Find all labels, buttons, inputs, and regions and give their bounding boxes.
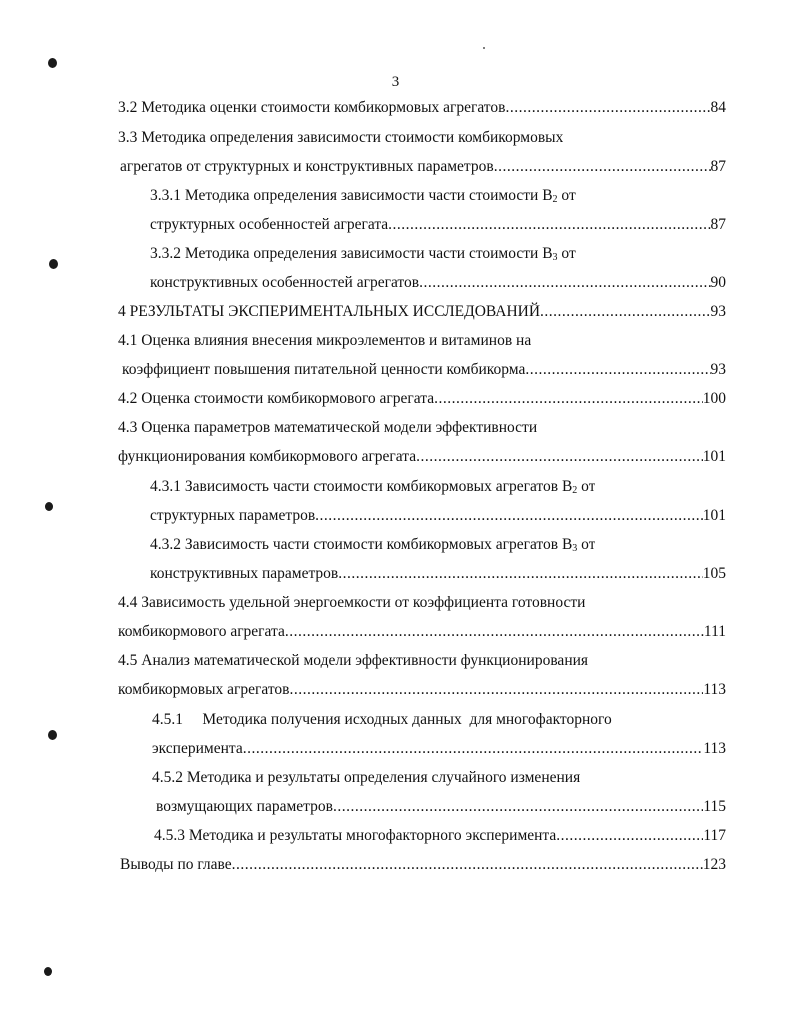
leader-dots xyxy=(285,622,704,642)
leader-dots xyxy=(419,273,710,293)
toc-page-number: 87 xyxy=(710,216,726,233)
toc-page-number: 87 xyxy=(710,158,726,175)
toc-entry-3-3-1: структурных особенностей агрегата ..... 87 xyxy=(150,215,726,235)
toc-page-number: 105 xyxy=(702,565,726,582)
toc-entry-4-3-2-line1: 4.3.2 Зависимость части стоимости комбикормовых агрегатов $В_3$ от xyxy=(150,536,596,554)
toc-entry-4-5-3: 4.5.3 Методика и результаты многофакторного эксперимента ..... 117 xyxy=(154,826,726,846)
toc-page-number: 113 xyxy=(703,740,726,757)
toc-page-number: 84 xyxy=(710,99,726,116)
binding-hole-mark xyxy=(48,58,57,68)
leader-dots xyxy=(416,447,703,467)
leader-dots xyxy=(505,98,710,118)
leader-dots xyxy=(388,215,710,235)
toc-entry-4-3-2: конструктивных параметров ..... 105 xyxy=(150,564,726,584)
toc-entry-4-4: комбикормового агрегата ..... 111 xyxy=(118,622,726,642)
toc-page-number: 101 xyxy=(702,448,726,465)
toc-entry-4-5-2: возмущающих параметров ..... 115 xyxy=(156,797,726,817)
toc-entry-4-3-1: структурных параметров ..... 101 xyxy=(150,506,726,526)
toc-page-number: 111 xyxy=(703,623,726,640)
leader-dots xyxy=(232,855,703,875)
leader-dots xyxy=(315,506,703,526)
toc-page-number: 101 xyxy=(702,507,726,524)
toc-entry-4-1-line1: 4.1 Оценка влияния внесения микроэлементов и витаминов на xyxy=(118,332,532,349)
toc-entry-3-3-2: конструктивных особенностей агрегатов ..... 90 xyxy=(150,273,726,293)
scan-speck xyxy=(483,47,485,49)
leader-dots xyxy=(338,564,703,584)
toc-page-number: 93 xyxy=(710,361,726,378)
toc-page-number: 93 xyxy=(710,303,726,320)
leader-dots xyxy=(333,797,703,817)
toc-entry-4-3-1-line1: 4.3.1 Зависимость части стоимости комбикормовых агрегатов $В_2$ от xyxy=(150,478,596,496)
leader-dots xyxy=(540,302,710,322)
toc-entry-4-5: комбикормовых агрегатов ..... 113 xyxy=(118,680,726,700)
toc-page-number: 117 xyxy=(703,827,726,844)
binding-hole-mark xyxy=(48,730,57,740)
toc-page-number: 100 xyxy=(702,390,726,407)
toc-entry-4-4-line1: 4.4 Зависимость удельной энергоемкости от коэффициента готовности xyxy=(118,594,586,611)
leader-dots xyxy=(494,157,711,177)
toc-entry-4: 4 РЕЗУЛЬТАТЫ ЭКСПЕРИМЕНТАЛЬНЫХ ИССЛЕДОВАНИЙ ..... 93 xyxy=(118,302,726,322)
toc-page-number: 90 xyxy=(710,274,726,291)
toc-entry-4-3: функционирования комбикормового агрегата ..... 101 xyxy=(118,447,726,467)
toc-entry-4-5-2-line1: 4.5.2 Методика и результаты определения случайного изменения xyxy=(152,769,581,786)
toc-page-number: 113 xyxy=(703,681,726,698)
toc-entry-4-2: 4.2 Оценка стоимости комбикормового агрегата ..... 100 xyxy=(118,389,726,409)
toc-entry-4-5-1-line1: 4.5.1 Методика получения исходных данных для многофакторного xyxy=(152,711,612,728)
toc-entry-3-3-line1: 3.3 Методика определения зависимости стоимости комбикормовых xyxy=(118,129,564,146)
leader-dots xyxy=(289,680,703,700)
leader-dots xyxy=(525,360,710,380)
leader-dots xyxy=(434,389,703,409)
toc-page-number: 123 xyxy=(702,856,726,873)
leader-dots xyxy=(556,826,703,846)
leader-dots xyxy=(243,739,704,759)
binding-hole-mark xyxy=(44,967,52,976)
toc-entry-4-1: коэффициент повышения питательной ценности комбикорма ..... 93 xyxy=(122,360,726,380)
toc-entry-3-2: 3.2 Методика оценки стоимости комбикормовых агрегатов ..... 84 xyxy=(118,98,726,118)
toc-entry-3-3: агрегатов от структурных и конструктивных параметров ..... 87 xyxy=(120,157,726,177)
toc-entry-3-3-1-line1: 3.3.1 Методика определения зависимости части стоимости $В_2$ от xyxy=(150,187,576,205)
page-number: 3 xyxy=(391,74,400,90)
toc-entry-3-3-2-line1: 3.3.2 Методика определения зависимости части стоимости $В_3$ от xyxy=(150,245,576,263)
toc-entry-4-5-1: эксперимента ..... 113 xyxy=(152,739,726,759)
toc-entry-4-3-line1: 4.3 Оценка параметров математической модели эффективности xyxy=(118,419,538,436)
binding-hole-mark xyxy=(45,502,53,511)
toc-entry-4-5-line1: 4.5 Анализ математической модели эффективности функционирования xyxy=(118,652,589,669)
binding-hole-mark xyxy=(49,259,58,269)
toc-page-number: 115 xyxy=(703,798,726,815)
toc-entry-conclusions: Выводы по главе ..... 123 xyxy=(120,855,726,875)
